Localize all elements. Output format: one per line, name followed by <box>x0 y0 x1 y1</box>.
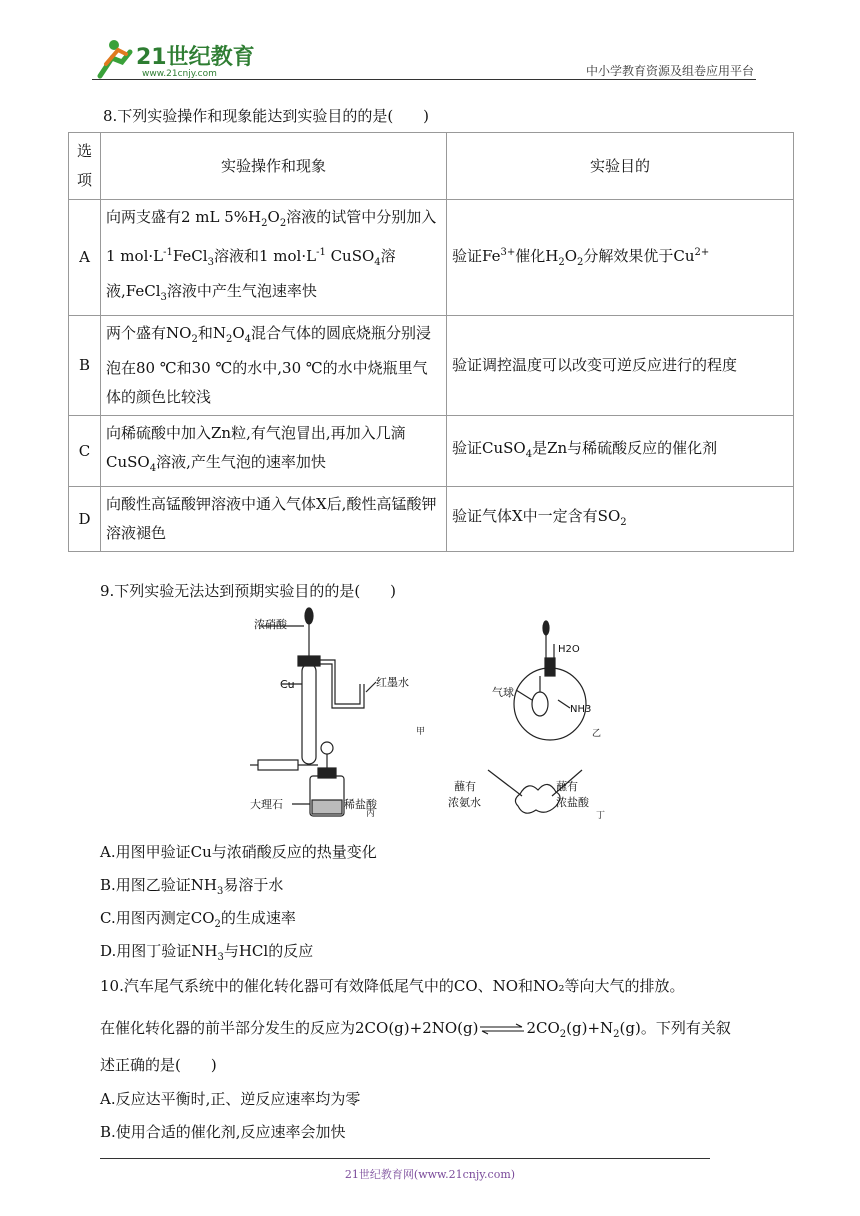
svg-text:www.21cnjy.com: www.21cnjy.com <box>142 69 217 79</box>
svg-text:蘸有: 蘸有 <box>454 780 476 793</box>
svg-text:大理石: 大理石 <box>250 798 283 811</box>
row-operation: 向两支盛有2 mL $5\%H_2O_2$溶液的试管中分别加入1 $mol\cdot L^{-1}FeCl_3$溶液和1 $mol\cdot L^{-1}$ CuSO$_4$溶液,FeCl$_3$溶液中产生气泡速率快 <box>101 200 447 316</box>
q10-option-b: B.使用合适的催化剂,反应速率会加快 <box>100 1123 346 1141</box>
q9-option-c: C.用图丙测定$CO_2$的生成速率 <box>100 909 296 930</box>
svg-text:丁: 丁 <box>596 811 606 821</box>
col-purpose-header: 实验目的 <box>447 133 794 200</box>
logo-runner-icon <box>92 36 262 80</box>
table-row <box>69 487 794 552</box>
q10-line3: 述正确的是( ) <box>100 1056 217 1074</box>
equilibrium-arrow-icon <box>478 1023 526 1035</box>
q9-option-d: D.用图丁验证$NH_3$与HCl的反应 <box>100 942 314 963</box>
col-option-header: 选项 <box>69 133 101 200</box>
q10-line1: 10.汽车尾气系统中的催化转化器可有效降低尾气中的CO、NO和NO₂等向大气的排放。 <box>100 977 685 995</box>
col-operation-header: 实验操作和现象 <box>101 133 447 200</box>
q10-option-a: A.反应达平衡时,正、逆反应速率均为零 <box>100 1090 361 1108</box>
svg-text:NH3: NH3 <box>570 704 592 715</box>
svg-text:H2O: H2O <box>558 644 580 655</box>
row-option: C <box>69 416 101 487</box>
header-divider <box>92 79 756 80</box>
row-purpose: 验证调控温度可以改变可逆反应进行的程度 <box>447 316 794 416</box>
table-header-row <box>69 133 794 200</box>
row-option: D <box>69 487 101 552</box>
svg-text:甲: 甲 <box>416 727 426 737</box>
row-purpose: 验证CuSO$_4$是Zn与稀硫酸反应的催化剂 <box>447 416 794 487</box>
q9-option-b: B.用图乙验证$NH_3$易溶于水 <box>100 876 284 897</box>
svg-text:乙: 乙 <box>592 729 602 739</box>
q8-table <box>68 132 794 552</box>
row-purpose: 验证$Fe^{3+}$催化$H_2O_2$分解效果优于$Cu^{2+}$ <box>447 200 794 316</box>
platform-name: 中小学教育资源及组卷应用平台 <box>585 64 754 78</box>
logo <box>92 36 262 80</box>
q9-option-a: A.用图甲验证Cu与浓硝酸反应的热量变化 <box>100 843 377 861</box>
row-option: B <box>69 316 101 416</box>
svg-text:丙: 丙 <box>366 809 376 819</box>
svg-text:21世纪教育: 21世纪教育 <box>136 45 255 70</box>
q10-line2: 在催化转化器的前半部分发生的反应为2CO(g)+2NO(g) $2CO_2(g)+N_2(g)$。下列有关叙 <box>100 1019 731 1040</box>
svg-text:气球: 气球 <box>492 686 514 699</box>
svg-text:蘸有: 蘸有 <box>556 780 578 793</box>
q8-stem: 8.下列实验操作和现象能达到实验目的的是( ) <box>103 107 430 125</box>
row-operation: 两个盛有$NO_2$和$N_2O_4$混合气体的圆底烧瓶分别浸泡在80 ℃和30 ℃的水中,30 ℃的水中烧瓶里气体的颜色比较浅 <box>101 316 447 416</box>
row-purpose: 验证气体X中一定含有$SO_2$ <box>447 487 794 552</box>
svg-text:红墨水: 红墨水 <box>376 676 409 689</box>
row-option: A <box>69 200 101 316</box>
q9-stem: 9.下列实验无法达到预期实验目的的是( ) <box>100 582 397 600</box>
svg-text:浓硝酸: 浓硝酸 <box>254 618 287 631</box>
row-operation: 向稀硫酸中加入Zn粒,有气泡冒出,再加入几滴CuSO$_4$溶液,产生气泡的速率加快 <box>101 416 447 487</box>
row-operation: 向酸性高锰酸钾溶液中通入气体X后,酸性高锰酸钾溶液褪色 <box>101 487 447 552</box>
table-row <box>69 200 794 316</box>
svg-text:浓氨水: 浓氨水 <box>448 796 481 809</box>
svg-text:稀盐酸: 稀盐酸 <box>344 798 377 811</box>
svg-text:浓盐酸: 浓盐酸 <box>556 796 589 809</box>
table-row <box>69 416 794 487</box>
footer-text: 21世纪教育网(www.21cnjy.com) <box>344 1168 516 1181</box>
table-row <box>69 316 794 416</box>
svg-text:Cu: Cu <box>280 678 295 691</box>
q9-apparatus-figure <box>240 604 620 834</box>
footer-divider <box>100 1158 710 1159</box>
